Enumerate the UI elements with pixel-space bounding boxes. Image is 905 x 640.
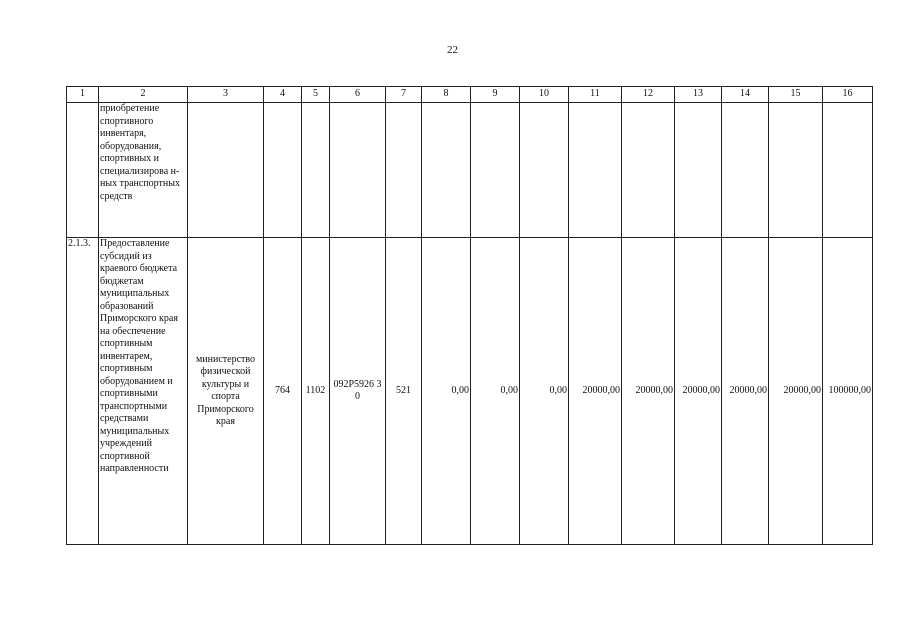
- row-vr: 521: [386, 238, 422, 545]
- row-value: [722, 103, 769, 238]
- column-header: 1: [67, 87, 99, 103]
- row-description: Предоставление субсидий из краевого бюджета бюджетам муниципальных образований Приморского края на обеспечение спортивным инвентарем, спортивным оборудованием и спортивными транспортными средствами муниципальных учреждений спортивной направленности: [99, 238, 188, 545]
- row-value: [823, 103, 873, 238]
- row-rzpr: 1102: [302, 238, 330, 545]
- row-grbs: 764: [264, 238, 302, 545]
- column-header: 11: [569, 87, 622, 103]
- table-row: [67, 103, 873, 238]
- column-header: 8: [422, 87, 471, 103]
- column-header: 12: [622, 87, 675, 103]
- column-header: 5: [302, 87, 330, 103]
- row-value: 20000,00: [569, 238, 622, 545]
- row-value: [769, 103, 823, 238]
- row-value: 0,00: [422, 238, 471, 545]
- row-csr: 092P5926 30: [330, 238, 386, 545]
- table-row: [67, 238, 873, 545]
- row-value: [422, 103, 471, 238]
- row-grbs: [264, 103, 302, 238]
- column-header: 16: [823, 87, 873, 103]
- row-csr: [330, 103, 386, 238]
- row-value: 20000,00: [722, 238, 769, 545]
- row-code: [67, 103, 99, 238]
- row-code: 2.1.3.: [67, 238, 99, 545]
- column-header: 3: [188, 87, 264, 103]
- column-header: 9: [471, 87, 520, 103]
- row-value: 20000,00: [769, 238, 823, 545]
- column-header: 6: [330, 87, 386, 103]
- column-header-row: [67, 87, 873, 103]
- row-responsible: министерство физической культуры и спорта Приморского края: [188, 238, 264, 545]
- row-value: 20000,00: [675, 238, 722, 545]
- row-value: [569, 103, 622, 238]
- column-header: 2: [99, 87, 188, 103]
- row-value: 20000,00: [622, 238, 675, 545]
- row-vr: [386, 103, 422, 238]
- page-number: 22: [447, 44, 458, 56]
- column-header: 14: [722, 87, 769, 103]
- row-responsible: [188, 103, 264, 238]
- row-value: 0,00: [471, 238, 520, 545]
- column-header: 4: [264, 87, 302, 103]
- row-value: [520, 103, 569, 238]
- row-value: [675, 103, 722, 238]
- row-value: [471, 103, 520, 238]
- row-value: [622, 103, 675, 238]
- row-value: 100000,00: [823, 238, 873, 545]
- column-header: 10: [520, 87, 569, 103]
- row-description: приобретение спортивного инвентаря, оборудования, спортивных и специализирова н-ных транспортных средств: [99, 103, 188, 238]
- row-rzpr: [302, 103, 330, 238]
- column-header: 7: [386, 87, 422, 103]
- budget-table: [66, 86, 873, 545]
- column-header: 13: [675, 87, 722, 103]
- column-header: 15: [769, 87, 823, 103]
- row-value: 0,00: [520, 238, 569, 545]
